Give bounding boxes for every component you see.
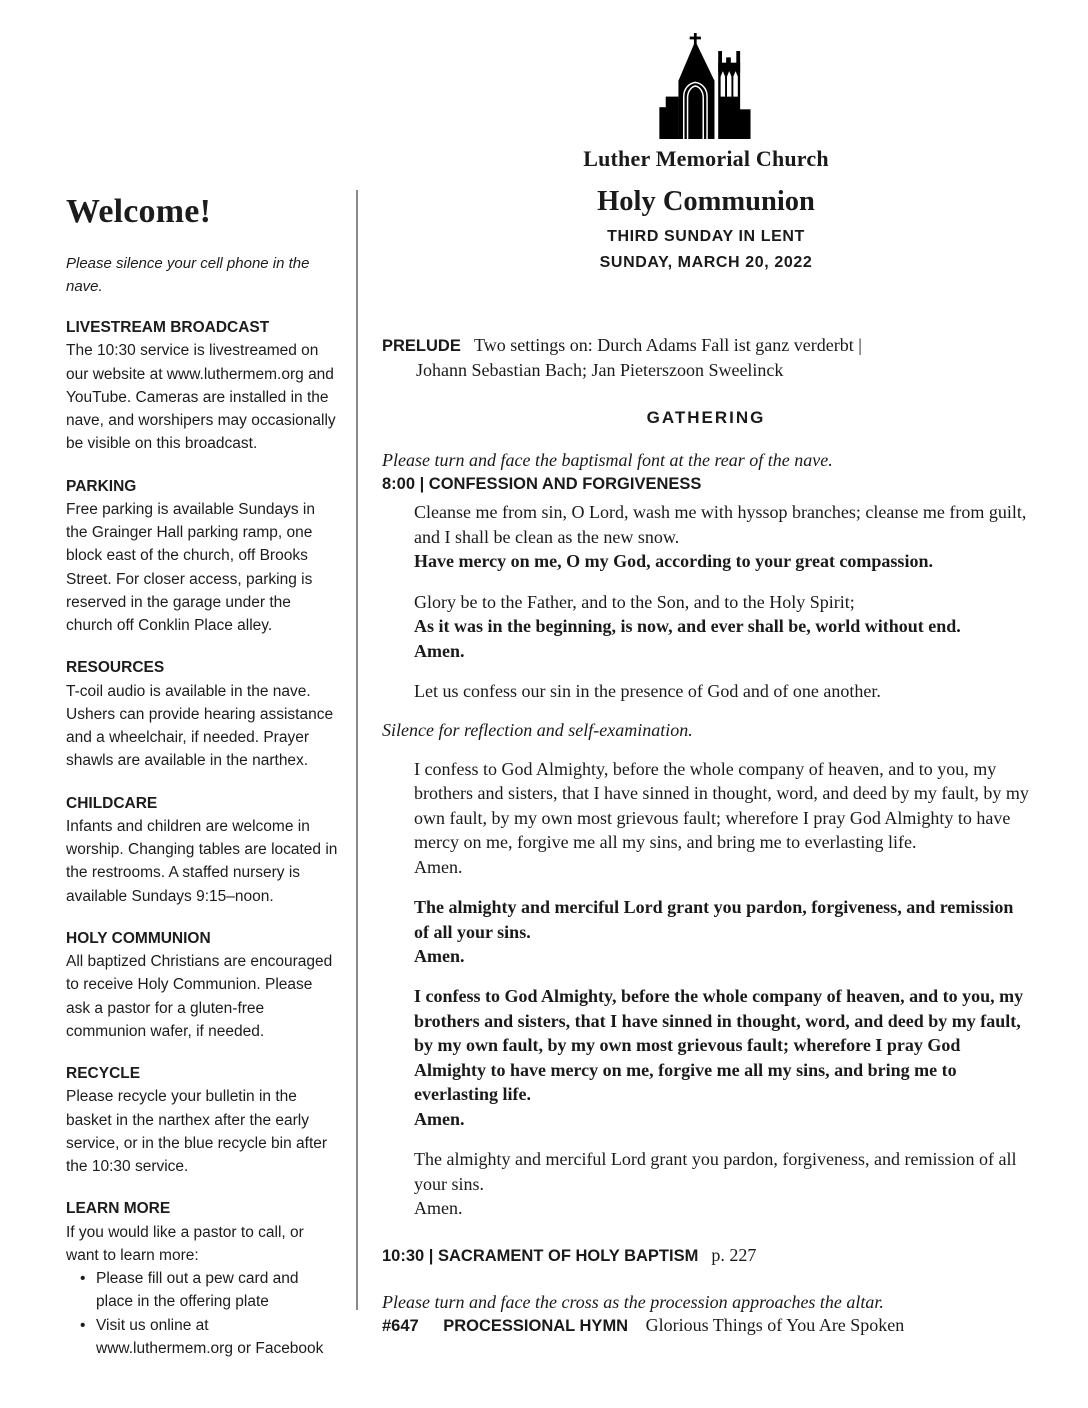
sidebar-section-recycle <box>66 1062 338 1178</box>
absolution-text: The almighty and merciful Lord grant you pardon, forgiveness, and remission of all your sins. <box>414 897 1014 942</box>
sidebar-section-parking <box>66 475 338 638</box>
liturgy-paragraph <box>382 590 1030 663</box>
leader-text: Let us confess our sin in the presence of God and of one another. <box>414 681 881 702</box>
baptism-heading-line <box>382 1245 1030 1266</box>
section-body: Please recycle your bulletin in the basket in the narthex after the early service, or in the blue recycle bin after the 10:30 service. <box>66 1088 328 1175</box>
sidebar-section-learn-more <box>66 1197 338 1360</box>
section-body: The 10:30 service is livestreamed on our website at www.luthermem.org and YouTube. Cameras are installed in the nave, and worshipers may occasionally be visible on this broadcast. <box>66 342 336 453</box>
amen-response: Amen. <box>414 1108 465 1129</box>
prelude-composers: Johann Sebastian Bach; Jan Pieterszoon Sweelinck <box>416 359 784 380</box>
section-body: Infants and children are welcome in worship. Changing tables are located in the restrooms. A staffed nursery is available Sundays 9:15–noon. <box>66 817 338 905</box>
sidebar-section-childcare <box>66 792 338 908</box>
liturgy-paragraph <box>382 500 1030 573</box>
amen-response: Amen. <box>414 856 463 877</box>
church-building-icon <box>654 33 758 139</box>
hymn-number: #647 <box>382 1316 419 1335</box>
section-body: If you would like a pastor to call, or want to learn more: <box>66 1223 304 1264</box>
sidebar-section-resources <box>66 656 338 772</box>
section-body: Free parking is available Sundays in the Grainger Hall parking ramp, one block east of the church, off Brooks Street. For closer access, parking is reserved in the garage under the church off Conklin Place alley. <box>66 500 315 634</box>
rubric-silence: Silence for reflection and self-examination. <box>382 719 693 740</box>
absolution-text: The almighty and merciful Lord grant you pardon, forgiveness, and remission of all your sins. <box>414 1149 1017 1194</box>
prelude-text: Two settings on: Durch Adams Fall ist ganz verderbt | <box>474 334 862 355</box>
leader-text: Glory be to the Father, and to the Son, and to the Holy Spirit; <box>414 591 855 612</box>
prelude-label: PRELUDE <box>382 336 461 355</box>
main-column <box>358 0 1088 1336</box>
rubric-procession: Please turn and face the cross as the procession approaches the altar. <box>382 1291 884 1312</box>
bullet-item: • Visit us online at www.luthermem.org or Facebook <box>96 1314 338 1361</box>
section-heading: LEARN MORE <box>66 1200 171 1218</box>
section-body: T-coil audio is available in the nave. Ushers can provide hearing assistance and a wheelchair, if needed. Prayer shawls are available in the narthex. <box>66 682 334 770</box>
sidebar-section-livestream <box>66 316 338 456</box>
baptism-page-ref: p. 227 <box>711 1244 757 1265</box>
hymn-title: Glorious Things of You Are Spoken <box>645 1314 905 1335</box>
liturgy-paragraph <box>382 1147 1030 1220</box>
silence-notice: Please silence your cell phone in the nave. <box>66 255 310 295</box>
section-heading: LIVESTREAM BROADCAST <box>66 319 270 336</box>
church-name: Luther Memorial Church <box>583 146 829 171</box>
amen-response: Amen. <box>414 1198 463 1219</box>
confession-heading: 8:00 | CONFESSION AND FORGIVENESS <box>382 475 702 494</box>
section-heading: RECYCLE <box>66 1065 141 1082</box>
people-response: Have mercy on me, O my God, according to your great compassion. <box>414 551 933 572</box>
amen-response: Amen. <box>414 946 465 966</box>
section-heading: CHILDCARE <box>66 794 158 812</box>
sidebar-section-holy-communion <box>66 927 338 1043</box>
section-body: All baptized Christians are encouraged to receive Holy Communion. Please ask a pastor for a gluten-free communion wafer, if needed. <box>66 953 333 1040</box>
liturgy-paragraph <box>382 679 1030 703</box>
bullet-item: • Please fill out a pew card and place in the offering plate <box>96 1267 338 1314</box>
service-subtitle-date: SUNDAY, MARCH 20, 2022 <box>599 254 813 272</box>
baptism-heading: 10:30 | SACRAMENT OF HOLY BAPTISM <box>382 1246 699 1265</box>
header-logo-block <box>382 33 1030 172</box>
confession-text: I confess to God Almighty, before the whole company of heaven, and to you, my brothers and sisters, that I have sinned in thought, word, and deed by my fault, by my own fault, by my own most grievous fault; wherefore I pray God Almighty to have mercy on me, forgive me all my sins, and bring me to everlasting life. <box>414 758 1029 853</box>
prelude-line <box>382 333 1030 383</box>
liturgy-paragraph <box>382 984 1030 1131</box>
leader-text: Cleanse me from sin, O Lord, wash me with hyssop branches; cleanse me from guilt, and I shall be clean as the new snow. <box>414 502 1027 547</box>
people-response: As it was in the beginning, is now, and ever shall be, world without end. <box>414 616 961 637</box>
sidebar <box>66 186 338 1379</box>
section-heading: HOLY COMMUNION <box>66 929 211 947</box>
learn-more-bullets <box>66 1267 338 1360</box>
service-title: Holy Communion <box>597 186 815 217</box>
service-subtitle-season: THIRD SUNDAY IN LENT <box>607 228 805 245</box>
liturgy-paragraph <box>382 757 1030 879</box>
section-heading: PARKING <box>66 477 137 495</box>
welcome-title: Welcome! <box>66 193 212 230</box>
liturgy-paragraph <box>382 895 1030 968</box>
rubric-baptismal-font: Please turn and face the baptismal font at the rear of the nave. <box>382 450 833 471</box>
section-heading: RESOURCES <box>66 659 165 677</box>
amen-response: Amen. <box>414 640 465 661</box>
processional-hymn-line <box>382 1315 1030 1336</box>
gathering-heading: GATHERING <box>646 408 766 428</box>
confession-text: I confess to God Almighty, before the whole company of heaven, and to you, my brothers and sisters, that I have sinned in thought, word, and deed by my fault, by my own fault, by my own most grievous fault; wherefore I pray God Almighty to have mercy on me, forgive me all my sins, and bring me to everlasting life. <box>414 986 1024 1105</box>
hymn-label: PROCESSIONAL HYMN <box>443 1316 629 1335</box>
